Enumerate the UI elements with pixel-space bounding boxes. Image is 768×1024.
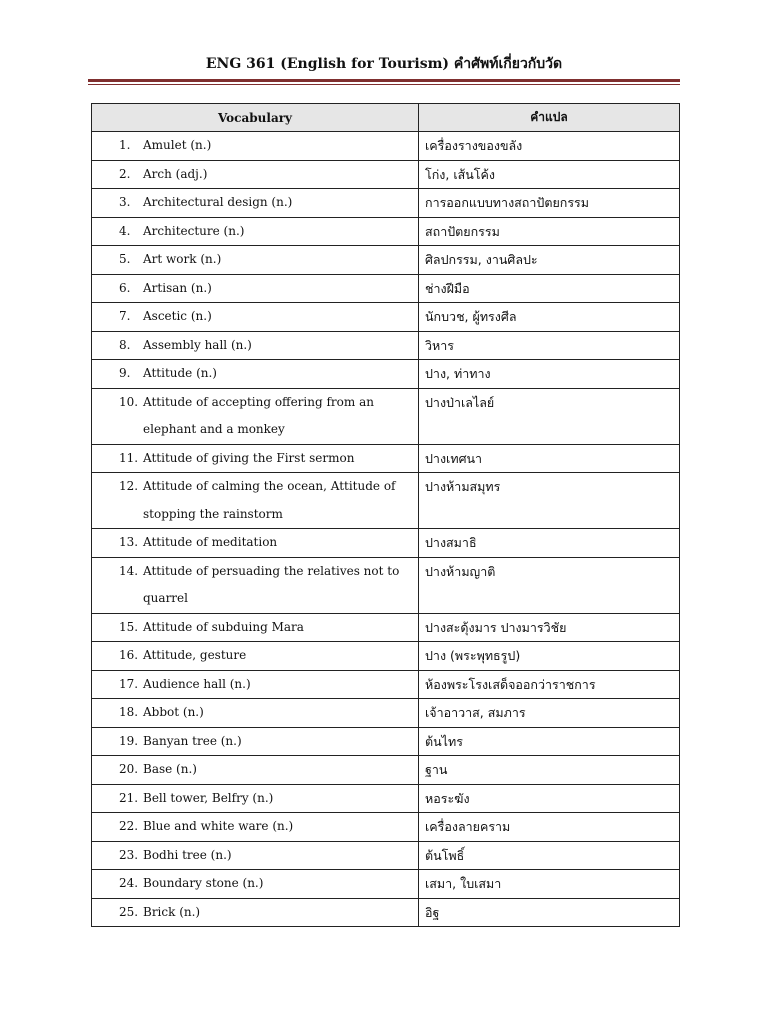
- translation-cell: หอระฆัง: [419, 784, 680, 813]
- vocabulary-term: Arch (adj.): [143, 166, 208, 181]
- table-row: [92, 303, 680, 332]
- translation-cell: การออกแบบทางสถาปัตยกรรม: [419, 189, 680, 218]
- vocabulary-term: Brick (n.): [143, 904, 201, 919]
- vocabulary-term: Ascetic (n.): [143, 309, 212, 323]
- vocabulary-term: Bell tower, Belfry (n.): [143, 790, 274, 805]
- translation-cell: ศิลปกรรม, งานศิลปะ: [419, 246, 680, 275]
- table-row: [92, 360, 680, 389]
- table-row: [92, 189, 680, 218]
- table-row: [92, 217, 680, 246]
- vocabulary-term: Architectural design (n.): [143, 195, 293, 209]
- translation-cell: ปางเทศนา: [419, 444, 680, 473]
- item-number: 16.: [119, 648, 139, 662]
- vocabulary-cell: [92, 727, 419, 756]
- vocabulary-term: Banyan tree (n.): [143, 733, 242, 748]
- translation-cell: นักบวช, ผู้ทรงศีล: [419, 303, 680, 332]
- translation-cell: เสมา, ใบเสมา: [419, 870, 680, 899]
- translation-cell: เจ้าอาวาส, สมภาร: [419, 699, 680, 728]
- vocabulary-cell: [92, 473, 419, 529]
- item-number: 23.: [119, 847, 139, 862]
- item-number: 1.: [119, 138, 131, 152]
- vocabulary-term: Attitude of meditation: [143, 535, 278, 549]
- vocabulary-cell: [92, 529, 419, 558]
- vocabulary-cell: [92, 217, 419, 246]
- vocabulary-term: Attitude of giving the First sermon: [143, 450, 355, 465]
- item-number: 25.: [119, 904, 139, 919]
- vocabulary-cell: [92, 557, 419, 613]
- translation-cell: ต้นไทร: [419, 727, 680, 756]
- vocabulary-table: [91, 103, 680, 927]
- table-row: [92, 699, 680, 728]
- vocabulary-term: Blue and white ware (n.): [143, 819, 294, 833]
- item-number: 18.: [119, 705, 139, 719]
- translation-cell: ปางสะดุ้งมาร ปางมารวิชัย: [419, 613, 680, 642]
- table-row: [92, 473, 680, 529]
- table-row: [92, 727, 680, 756]
- table-row: [92, 444, 680, 473]
- table-row: [92, 784, 680, 813]
- vocabulary-cell: [92, 132, 419, 161]
- item-number: 5.: [119, 252, 131, 266]
- vocabulary-term: Art work (n.): [143, 252, 222, 266]
- table-row: [92, 331, 680, 360]
- vocabulary-cell: [92, 756, 419, 785]
- header-vocabulary: Vocabulary: [92, 104, 419, 132]
- translation-cell: ปางสมาธิ: [419, 529, 680, 558]
- vocabulary-term: Artisan (n.): [143, 280, 212, 295]
- item-number: 4.: [119, 223, 131, 238]
- translation-cell: ปางห้ามสมุทร: [419, 473, 680, 529]
- vocabulary-term: Architecture (n.): [143, 223, 245, 238]
- table-row: [92, 756, 680, 785]
- item-number: 15.: [119, 619, 139, 634]
- vocabulary-cell: [92, 613, 419, 642]
- vocabulary-term: Attitude of persuading the relatives not to quarrel: [143, 563, 400, 605]
- item-number: 2.: [119, 166, 131, 181]
- table-row: [92, 870, 680, 899]
- document-title: ENG 361 (English for Tourism) คำศัพท์เกี่ยวกับวัด: [205, 56, 563, 72]
- table-row: [92, 898, 680, 927]
- vocabulary-term: Bodhi tree (n.): [143, 847, 232, 862]
- table-row: [92, 246, 680, 275]
- vocabulary-term: Base (n.): [143, 762, 197, 776]
- item-number: 14.: [119, 563, 139, 578]
- vocabulary-cell: [92, 360, 419, 389]
- item-number: 8.: [119, 337, 131, 352]
- translation-cell: ปาง, ท่าทาง: [419, 360, 680, 389]
- item-number: 19.: [119, 733, 139, 748]
- translation-cell: ช่างฝีมือ: [419, 274, 680, 303]
- vocabulary-cell: [92, 642, 419, 671]
- item-number: 21.: [119, 790, 139, 805]
- item-number: 12.: [119, 479, 139, 493]
- translation-cell: โก่ง, เส้นโค้ง: [419, 160, 680, 189]
- vocabulary-cell: [92, 784, 419, 813]
- vocabulary-term: Attitude of subduing Mara: [143, 619, 304, 634]
- item-number: 6.: [119, 280, 131, 295]
- vocabulary-term: Boundary stone (n.): [143, 876, 264, 890]
- translation-cell: เครื่องลายคราม: [419, 813, 680, 842]
- vocabulary-cell: [92, 699, 419, 728]
- vocabulary-cell: [92, 246, 419, 275]
- translation-cell: ห้องพระโรงเสด็จออกว่าราชการ: [419, 670, 680, 699]
- vocabulary-cell: [92, 813, 419, 842]
- translation-cell: ฐาน: [419, 756, 680, 785]
- item-number: 7.: [119, 309, 131, 323]
- vocabulary-term: Assembly hall (n.): [143, 337, 252, 352]
- vocabulary-term: Attitude of accepting offering from an elephant and a monkey: [143, 394, 374, 436]
- vocabulary-term: Amulet (n.): [143, 138, 212, 152]
- translation-cell: ปาง (พระพุทธรูป): [419, 642, 680, 671]
- vocabulary-cell: [92, 189, 419, 218]
- translation-cell: วิหาร: [419, 331, 680, 360]
- vocabulary-cell: [92, 444, 419, 473]
- item-number: 10.: [119, 394, 139, 409]
- item-number: 22.: [119, 819, 139, 833]
- title-divider: [88, 79, 680, 82]
- translation-cell: ปางป่าเลไลย์: [419, 388, 680, 444]
- translation-cell: อิฐ: [419, 898, 680, 927]
- translation-cell: เครื่องรางของขลัง: [419, 132, 680, 161]
- vocabulary-cell: [92, 898, 419, 927]
- table-row: [92, 613, 680, 642]
- item-number: 9.: [119, 366, 131, 380]
- vocabulary-cell: [92, 160, 419, 189]
- vocabulary-term: Attitude (n.): [143, 366, 217, 380]
- vocabulary-cell: [92, 331, 419, 360]
- translation-cell: ปางห้ามญาติ: [419, 557, 680, 613]
- vocabulary-cell: [92, 841, 419, 870]
- vocabulary-cell: [92, 388, 419, 444]
- table-row: [92, 642, 680, 671]
- vocabulary-cell: [92, 670, 419, 699]
- translation-cell: สถาปัตยกรรม: [419, 217, 680, 246]
- item-number: 3.: [119, 195, 131, 209]
- item-number: 20.: [119, 762, 139, 776]
- vocabulary-cell: [92, 870, 419, 899]
- vocabulary-cell: [92, 274, 419, 303]
- table-row: [92, 670, 680, 699]
- table-header-row: [92, 104, 680, 132]
- table-row: [92, 274, 680, 303]
- table-row: [92, 841, 680, 870]
- translation-cell: ต้นโพธิ์: [419, 841, 680, 870]
- item-number: 17.: [119, 676, 139, 691]
- item-number: 24.: [119, 876, 139, 890]
- header-translation: คำแปล: [419, 104, 680, 132]
- table-row: [92, 388, 680, 444]
- vocabulary-term: Abbot (n.): [143, 705, 204, 719]
- vocabulary-cell: [92, 303, 419, 332]
- vocabulary-term: Attitude, gesture: [143, 648, 247, 662]
- title-divider-thin: [88, 84, 680, 85]
- table-row: [92, 160, 680, 189]
- table-row: [92, 132, 680, 161]
- item-number: 13.: [119, 535, 139, 549]
- table-row: [92, 557, 680, 613]
- item-number: 11.: [119, 450, 139, 465]
- table-row: [92, 529, 680, 558]
- table-row: [92, 813, 680, 842]
- vocabulary-term: Audience hall (n.): [143, 676, 251, 691]
- vocabulary-term: Attitude of calming the ocean, Attitude of stopping the rainstorm: [143, 479, 396, 521]
